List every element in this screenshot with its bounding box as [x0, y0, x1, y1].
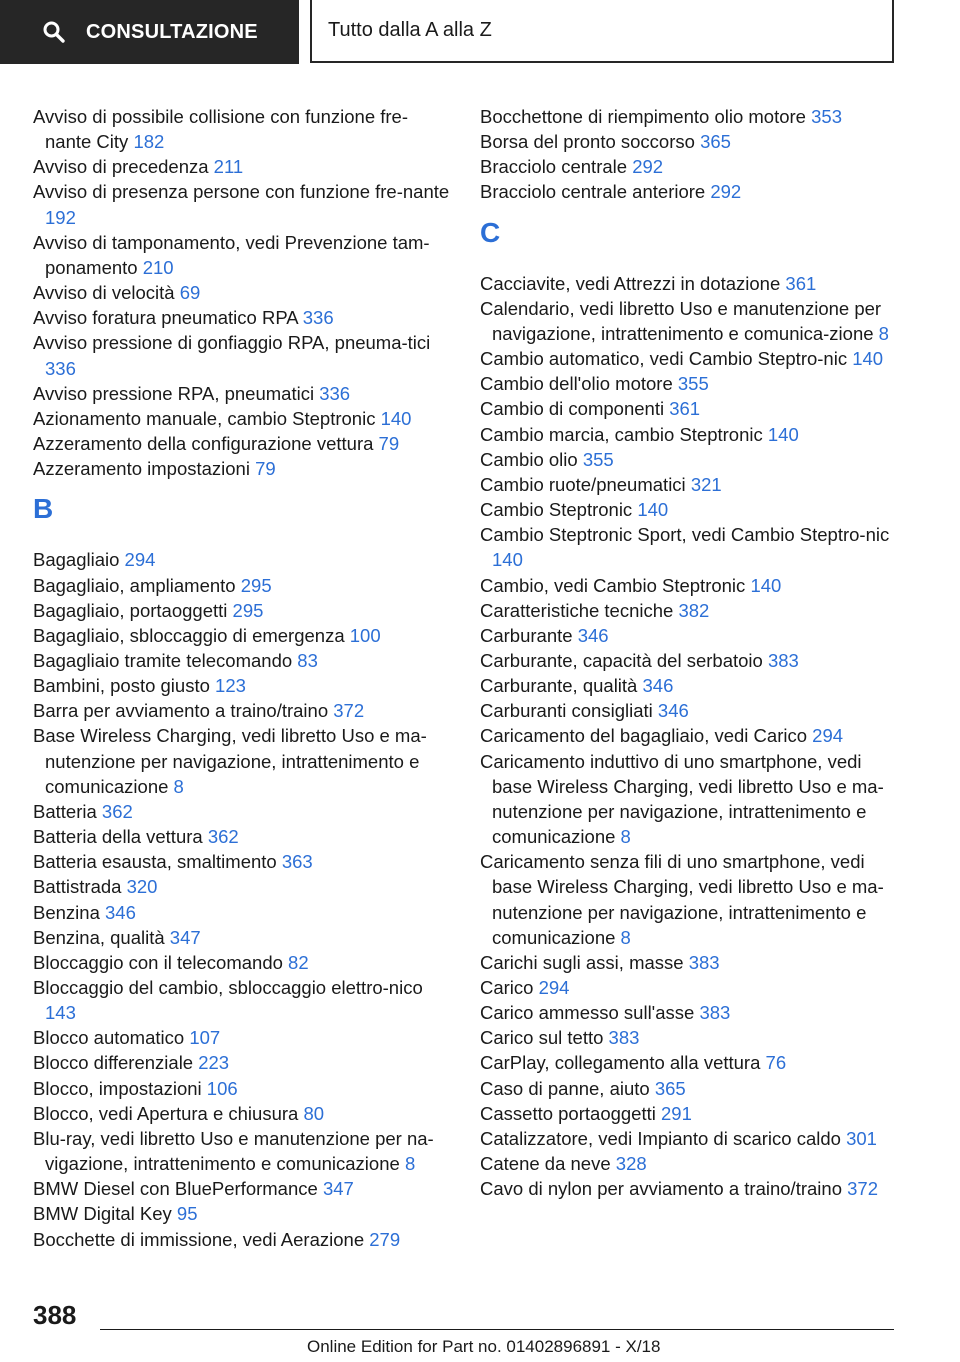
- index-entry: [33, 673, 453, 698]
- page-link[interactable]: 211: [213, 156, 244, 178]
- page-link[interactable]: 346: [105, 901, 136, 923]
- index-entry-text: Caricamento del bagagliaio, vedi Carico: [480, 725, 808, 747]
- index-entry: [33, 381, 453, 406]
- index-entry: [33, 925, 453, 950]
- index-entry: [480, 497, 900, 522]
- index-entry: [480, 1151, 900, 1176]
- index-entry: [33, 598, 453, 623]
- index-entry-text: Carico sul tetto: [480, 1027, 604, 1049]
- page-link[interactable]: 295: [240, 574, 272, 596]
- page-link[interactable]: 328: [615, 1153, 647, 1175]
- index-entry: [33, 1126, 453, 1176]
- index-entry-text: BMW Diesel con BluePerformance: [33, 1178, 318, 1200]
- index-entry: [480, 396, 900, 421]
- page-link[interactable]: 383: [699, 1002, 731, 1024]
- index-entry: [33, 874, 453, 899]
- index-entry-text: Cambio Steptronic: [480, 499, 633, 521]
- index-entry-text: Cambio di componenti: [480, 398, 665, 420]
- index-entry: [33, 431, 453, 456]
- index-entry-text: Bagagliaio, ampliamento: [33, 574, 236, 596]
- index-entry-text: Cambio automatico, vedi Cambio Steptro-nic: [480, 348, 848, 370]
- index-entry-text: Cambio olio: [480, 448, 578, 470]
- page-link[interactable]: 292: [710, 181, 742, 203]
- page-link[interactable]: 8: [620, 926, 631, 948]
- index-entry-text: Bambini, posto giusto: [33, 675, 210, 697]
- index-entry: [33, 1101, 453, 1126]
- page-link[interactable]: 383: [608, 1027, 640, 1049]
- page-link[interactable]: 294: [812, 725, 844, 747]
- index-entry: [480, 573, 900, 598]
- page-link[interactable]: 353: [811, 106, 842, 127]
- search-icon: [42, 20, 66, 44]
- index-entry-text: Bloccaggio del cambio, sbloccaggio elettro-nico: [33, 977, 423, 998]
- index-entry: [480, 673, 900, 698]
- index-entry-text: Bloccaggio con il telecomando: [33, 951, 283, 973]
- index-entry: [480, 447, 900, 472]
- index-entry-text: Carburante: [480, 624, 573, 646]
- page-link[interactable]: 76: [765, 1052, 787, 1074]
- page-link[interactable]: 295: [232, 599, 264, 621]
- index-entry: [33, 900, 453, 925]
- index-entry: [480, 749, 900, 850]
- page-link[interactable]: 292: [632, 156, 664, 178]
- page-link[interactable]: 8: [173, 775, 184, 797]
- index-entry: [33, 648, 453, 673]
- index-entry: [33, 723, 453, 798]
- index-entry-text: Bagagliaio, sbloccaggio di emergenza: [33, 624, 345, 646]
- page-number: 388: [33, 1300, 77, 1330]
- page-link[interactable]: 8: [404, 1153, 416, 1175]
- page-link[interactable]: 383: [688, 951, 720, 973]
- tab-a-z[interactable]: [310, 0, 894, 63]
- index-entry-text: Calendario, vedi libretto Uso e manutenzione per navigazione, intrattenimento e comunica-zione: [480, 297, 882, 344]
- page-link[interactable]: 279: [369, 1228, 401, 1250]
- index-entry: [33, 975, 453, 1025]
- index-entry-text: Cambio Steptronic Sport, vedi Cambio Steptro-nic: [480, 524, 890, 546]
- index-entry-text: Carico: [480, 977, 534, 998]
- page-link[interactable]: 372: [847, 1178, 878, 1200]
- page-link[interactable]: 294: [124, 549, 156, 571]
- index-entry-text: Cambio marcia, cambio Steptronic: [480, 423, 763, 445]
- tab-consultazione-label: CONSULTAZIONE: [86, 20, 258, 43]
- index-entry-text: Caso di panne, aiuto: [480, 1077, 650, 1099]
- index-entry-text: Avviso di tamponamento, vedi Prevenzione tam-ponamento: [33, 231, 430, 278]
- page-link[interactable]: 8: [878, 322, 889, 344]
- index-entry-text: Batteria della vettura: [33, 826, 203, 848]
- page-link[interactable]: 69: [179, 282, 201, 304]
- page-link[interactable]: 363: [281, 851, 313, 873]
- index-entry: [480, 623, 900, 648]
- page-link[interactable]: 382: [678, 599, 710, 621]
- page-link[interactable]: 210: [142, 256, 174, 278]
- index-entry: [480, 346, 900, 371]
- page-link[interactable]: 123: [215, 675, 246, 697]
- page-link[interactable]: 106: [206, 1077, 238, 1099]
- index-entry: [33, 280, 453, 305]
- index-entry-text: Avviso di precedenza: [33, 156, 209, 178]
- index-entry-text: Blocco, impostazioni: [33, 1077, 202, 1099]
- footer-edition: Online Edition for Part no. 01402896891 - X/18: [307, 1337, 661, 1356]
- page-link[interactable]: 355: [582, 448, 614, 470]
- index-entry-text: Bagagliaio: [33, 549, 120, 571]
- index-entry: [480, 975, 900, 1000]
- index-entry: [480, 648, 900, 673]
- page-link[interactable]: 107: [189, 1027, 221, 1049]
- page-link[interactable]: 8: [620, 826, 631, 848]
- index-entry-text: Azzeramento impostazioni: [33, 458, 250, 480]
- tab-a-z-label: Tutto dalla A alla Z: [328, 19, 492, 41]
- index-entry: [480, 179, 900, 204]
- index-entry-text: BMW Digital Key: [33, 1203, 172, 1225]
- index-entry: [480, 129, 900, 154]
- page-link[interactable]: 355: [677, 373, 709, 395]
- index-entry-text: Catene da neve: [480, 1153, 611, 1175]
- index-entry: [480, 723, 900, 748]
- index-entry-text: Blu-ray, vedi libretto Uso e manutenzione per na-vigazione, intrattenimento e comunicazione: [33, 1127, 434, 1175]
- page-link[interactable]: 140: [852, 348, 884, 370]
- page-link[interactable]: 140: [492, 549, 523, 571]
- header: [0, 0, 960, 66]
- index-entry: [480, 104, 900, 129]
- index-entry: [480, 154, 900, 179]
- page-link[interactable]: 383: [767, 649, 799, 671]
- index-entry: [33, 849, 453, 874]
- index-entry: [480, 1076, 900, 1101]
- index-entry-text: Caricamento induttivo di uno smartphone, vedi base Wireless Charging, vedi libretto Uso e ma-nutenzione per navigazione, intrattenimento e comunicazione: [480, 750, 884, 848]
- index-entry-text: Carburante, capacità del serbatoio: [480, 649, 763, 671]
- page-link[interactable]: 100: [349, 624, 381, 646]
- index-entry-text: Caricamento senza fili di uno smartphone, vedi base Wireless Charging, vedi libretto Uso e ma-nutenzione per navigazione, intrattenimento e comunicazione: [480, 851, 884, 948]
- page-link[interactable]: 301: [846, 1127, 877, 1149]
- index-entry-text: CarPlay, collegamento alla vettura: [480, 1052, 761, 1074]
- index-entry: [480, 849, 900, 950]
- page-link[interactable]: 336: [45, 357, 76, 379]
- page-link[interactable]: 347: [322, 1178, 354, 1200]
- index-column-left: [33, 104, 453, 1252]
- page-link[interactable]: 346: [657, 700, 689, 722]
- page-link[interactable]: 192: [45, 206, 76, 228]
- index-entry: [480, 698, 900, 723]
- index-entry: [33, 406, 453, 431]
- index-entry-text: Carburante, qualità: [480, 675, 638, 697]
- index-entry-text: Caratteristiche tecniche: [480, 599, 674, 621]
- page-link[interactable]: 79: [378, 433, 400, 455]
- page-link[interactable]: 361: [669, 398, 701, 420]
- index-entry-text: Avviso pressione RPA, pneumatici: [33, 382, 315, 404]
- index-entry: [480, 1101, 900, 1126]
- index-entry: [480, 1176, 900, 1201]
- index-entry: [480, 1025, 900, 1050]
- index-entry: [33, 456, 453, 481]
- page-link[interactable]: 140: [380, 407, 412, 429]
- index-entry: [33, 230, 453, 280]
- index-entry-text: Battistrada: [33, 876, 122, 898]
- footer-divider: [100, 1329, 894, 1330]
- index-entry: [33, 698, 453, 723]
- page-link[interactable]: 79: [255, 458, 276, 480]
- index-entry: [33, 305, 453, 330]
- index-entry: [480, 296, 900, 346]
- index-entry: [480, 371, 900, 396]
- index-entry-text: Avviso di velocità: [33, 282, 175, 304]
- index-entry-text: Carburanti consigliati: [480, 700, 653, 722]
- index-entry-text: Bocchettone di riempimento olio motore: [480, 106, 806, 127]
- index-entry-text: Avviso di possibile collisione con funzione fre-nante City: [33, 106, 408, 153]
- index-entry: [480, 598, 900, 623]
- page-link[interactable]: 336: [319, 382, 351, 404]
- index-entry-text: Bocchette di immissione, vedi Aerazione: [33, 1228, 365, 1250]
- page-link[interactable]: 361: [785, 272, 817, 294]
- index-entry: [33, 623, 453, 648]
- index-entry: [33, 104, 453, 154]
- page-link[interactable]: 347: [169, 926, 201, 948]
- index-entry-text: Base Wireless Charging, vedi libretto Uso e ma-nutenzione per navigazione, intrattenimento e comunicazione: [33, 725, 427, 797]
- page-link[interactable]: 95: [176, 1203, 198, 1225]
- index-entry-text: Bagagliaio tramite telecomando: [33, 649, 293, 671]
- index-column-right: [480, 104, 900, 1201]
- index-entry-text: Cavo di nylon per avviamento a traino/traino: [480, 1178, 842, 1200]
- index-entry-text: Cambio dell'olio motore: [480, 373, 673, 395]
- page-link[interactable]: 82: [288, 951, 309, 973]
- index-entry: [33, 547, 453, 572]
- page-link[interactable]: 320: [126, 876, 158, 898]
- page-link[interactable]: 362: [207, 826, 239, 848]
- index-entry-text: Avviso pressione di gonfiaggio RPA, pneuma-tici: [33, 332, 431, 354]
- index-entry-text: Barra per avviamento a traino/traino: [33, 700, 329, 722]
- page-link[interactable]: 336: [302, 307, 334, 329]
- page-link[interactable]: 294: [538, 977, 570, 998]
- index-entry-text: Bracciolo centrale anteriore: [480, 181, 706, 203]
- index-entry: [33, 1050, 453, 1075]
- index-entry: [33, 950, 453, 975]
- index-entry: [33, 824, 453, 849]
- index-entry: [33, 1025, 453, 1050]
- page-link[interactable]: 140: [750, 574, 782, 596]
- index-entry: [33, 154, 453, 179]
- page-link[interactable]: 346: [642, 675, 674, 697]
- index-entry: [33, 573, 453, 598]
- index-entry: [480, 1000, 900, 1025]
- index-entry: [480, 271, 900, 296]
- index-entry: [33, 1176, 453, 1201]
- page-link[interactable]: 143: [45, 1002, 76, 1024]
- index-entry: [33, 1076, 453, 1101]
- index-entry: [480, 950, 900, 975]
- index-entry: [480, 1126, 900, 1151]
- page-link[interactable]: 346: [577, 624, 609, 646]
- index-entry: [33, 179, 453, 229]
- page-link[interactable]: 372: [333, 700, 365, 722]
- index-entry: [33, 330, 453, 380]
- index-entry: [33, 799, 453, 824]
- index-entry-text: Carichi sugli assi, masse: [480, 951, 684, 973]
- index-entry-text: Batteria esausta, smaltimento: [33, 851, 277, 873]
- index-entry: [480, 472, 900, 497]
- index-entry-text: Blocco differenziale: [33, 1052, 194, 1074]
- index-entry: [33, 1227, 453, 1252]
- page-link[interactable]: 140: [767, 423, 799, 445]
- index-entry-text: Cambio, vedi Cambio Steptronic: [480, 574, 746, 596]
- tab-consultazione[interactable]: [0, 0, 299, 64]
- page-link[interactable]: 362: [101, 800, 133, 822]
- index-letter-heading: C: [480, 216, 501, 248]
- index-entry-text: Bracciolo centrale: [480, 156, 628, 178]
- index-entry-text: Carico ammesso sull'asse: [480, 1002, 695, 1024]
- index-entry: [480, 522, 900, 572]
- index-entry-text: Cambio ruote/pneumatici: [480, 473, 686, 495]
- page-link[interactable]: 83: [297, 649, 318, 671]
- index-entry-text: Benzina: [33, 901, 100, 923]
- page-link[interactable]: 140: [637, 499, 669, 521]
- index-entry-text: Blocco, vedi Apertura e chiusura: [33, 1102, 299, 1124]
- index-entry-text: Cassetto portaoggetti: [480, 1102, 656, 1124]
- index-entry-text: Avviso di presenza persone con funzione fre-nante: [33, 181, 450, 203]
- page-link[interactable]: 321: [690, 473, 722, 495]
- index-entry-text: Bagagliaio, portaoggetti: [33, 599, 228, 621]
- index-entry-text: Azionamento manuale, cambio Steptronic: [33, 407, 376, 429]
- index-entry-text: Blocco automatico: [33, 1027, 185, 1049]
- index-entry-text: Azzeramento della configurazione vettura: [33, 433, 374, 455]
- page-link[interactable]: 223: [198, 1052, 230, 1074]
- index-entry-text: Catalizzatore, vedi Impianto di scarico caldo: [480, 1127, 841, 1149]
- index-entry-text: Benzina, qualità: [33, 926, 165, 948]
- index-entry: [480, 1050, 900, 1075]
- page-link[interactable]: 182: [133, 131, 165, 153]
- page-link[interactable]: 365: [654, 1077, 686, 1099]
- index-entry-text: Cacciavite, vedi Attrezzi in dotazione: [480, 272, 781, 294]
- page-link[interactable]: 291: [661, 1102, 692, 1124]
- page-link[interactable]: 80: [303, 1102, 325, 1124]
- index-entry-text: Avviso foratura pneumatico RPA: [33, 307, 298, 329]
- page-link[interactable]: 365: [700, 131, 731, 153]
- index-entry-text: Borsa del pronto soccorso: [480, 131, 695, 153]
- index-entry: [33, 1201, 453, 1226]
- index-entry: [480, 422, 900, 447]
- index-entry-text: Batteria: [33, 800, 97, 822]
- index-letter-heading: B: [33, 493, 54, 525]
